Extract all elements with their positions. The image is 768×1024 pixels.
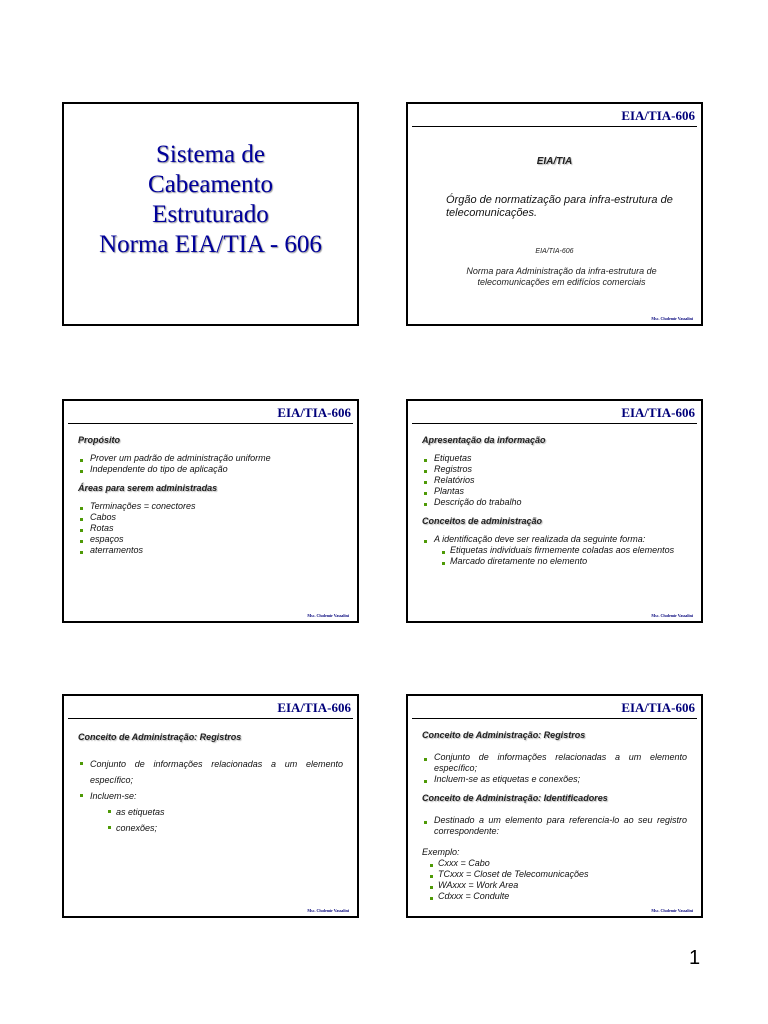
example-item: Cdxxx = Condulte — [428, 891, 687, 902]
list-item — [422, 534, 687, 567]
slide-footer: Msc. Cludemir Vassalini — [651, 613, 693, 618]
section-heading: Áreas para serem administradas — [78, 483, 218, 493]
list-item: Independente do tipo de aplicação — [78, 464, 343, 475]
list-item: Descrição do trabalho — [422, 497, 687, 508]
header-divider — [412, 126, 697, 127]
slide-title — [64, 140, 357, 260]
slide-footer: Msc. Cludemir Vassalini — [651, 908, 693, 913]
sub-list-item: as etiquetas — [106, 804, 343, 820]
page-number: 1 — [689, 947, 701, 969]
slide-5 — [62, 694, 359, 918]
example-item: Cxxx = Cabo — [428, 858, 687, 869]
header-divider — [68, 423, 353, 424]
slide-body — [422, 730, 687, 902]
slide-2 — [406, 102, 703, 326]
title-line: Sistema de — [155, 141, 265, 168]
slide-footer: Msc. Cludemir Vassalini — [307, 908, 349, 913]
list-item: espaços — [78, 534, 343, 545]
slide-footer: Msc. Cludemir Vassalini — [651, 316, 693, 321]
section-heading: Conceito de Administração: Registros — [422, 730, 586, 740]
bullet-list — [78, 453, 343, 475]
sub-list-item: Marcado diretamente no elemento — [440, 556, 687, 567]
list-item: Conjunto de informações relacionadas a um elemento específico; — [78, 756, 343, 788]
title-line: Norma EIA/TIA - 606 — [99, 231, 322, 258]
slide-body — [422, 435, 687, 575]
list-item: Etiquetas — [422, 453, 687, 464]
example-label: Exemplo: — [422, 847, 460, 857]
list-item: Destinado a um elemento para referencia-lo ao seu registro correspondente: — [422, 815, 687, 837]
slide-header: EIA/TIA-606 — [621, 108, 695, 123]
slide-6 — [406, 694, 703, 918]
bullet-list — [422, 453, 687, 508]
title-line: Estruturado — [152, 201, 269, 228]
title-line: Cabeamento — [148, 171, 273, 198]
bullet-list — [422, 534, 687, 567]
slide-subdescription: Norma para Administração da infra-estrutura de telecomunicações em edifícios comerciais — [466, 266, 657, 287]
sub-list-item: conexões; — [106, 820, 343, 836]
list-item: Terminações = conectores — [78, 501, 343, 512]
example-list — [422, 858, 687, 902]
header-divider — [412, 423, 697, 424]
sub-list — [434, 545, 687, 567]
bullet-list — [422, 815, 687, 837]
slide-header: EIA/TIA-606 — [621, 700, 695, 715]
header-divider — [412, 718, 697, 719]
slide-3 — [62, 399, 359, 623]
slide-body — [78, 435, 343, 564]
slide-1 — [62, 102, 359, 326]
example-item: WAxxx = Work Area — [428, 880, 687, 891]
slide-header: EIA/TIA-606 — [277, 700, 351, 715]
sub-list-item: Etiquetas individuais firmemente coladas aos elementos — [440, 545, 687, 556]
header-divider — [68, 718, 353, 719]
list-item-text: Incluem-se: — [90, 791, 137, 801]
section-heading: Conceito de Administração: Registros — [78, 732, 242, 742]
section-heading: Propósito — [78, 435, 120, 445]
list-item: aterramentos — [78, 545, 343, 556]
slide-header: EIA/TIA-606 — [621, 405, 695, 420]
slide-4 — [406, 399, 703, 623]
slide-subheading: EIA/TIA-606 — [535, 248, 574, 255]
list-item: Relatórios — [422, 475, 687, 486]
list-item — [78, 788, 343, 836]
list-item: Incluem-se as etiquetas e conexões; — [422, 774, 687, 785]
bullet-list — [78, 756, 343, 836]
slide-heading: EIA/TIA — [536, 156, 573, 167]
list-item-text: A identificação deve ser realizada da seguinte forma: — [434, 534, 646, 544]
slide-body — [78, 732, 343, 844]
example-item: TCxxx = Closet de Telecomunicações — [428, 869, 687, 880]
bullet-list — [422, 752, 687, 785]
section-heading: Apresentação da informação — [422, 435, 546, 445]
section-heading: Conceito de Administração: Identificadores — [422, 793, 608, 803]
list-item: Registros — [422, 464, 687, 475]
bullet-list — [78, 501, 343, 556]
list-item: Cabos — [78, 512, 343, 523]
slide-description: Órgão de normatização para infra-estrutura de telecomunicações. — [446, 194, 673, 219]
list-item: Rotas — [78, 523, 343, 534]
list-item: Prover um padrão de administração uniforme — [78, 453, 343, 464]
slide-header: EIA/TIA-606 — [277, 405, 351, 420]
list-item: Conjunto de informações relacionadas a um elemento específico; — [422, 752, 687, 774]
list-item: Plantas — [422, 486, 687, 497]
slide-footer: Msc. Cludemir Vassalini — [307, 613, 349, 618]
sub-list — [90, 804, 343, 836]
section-heading: Conceitos de administração — [422, 516, 543, 526]
